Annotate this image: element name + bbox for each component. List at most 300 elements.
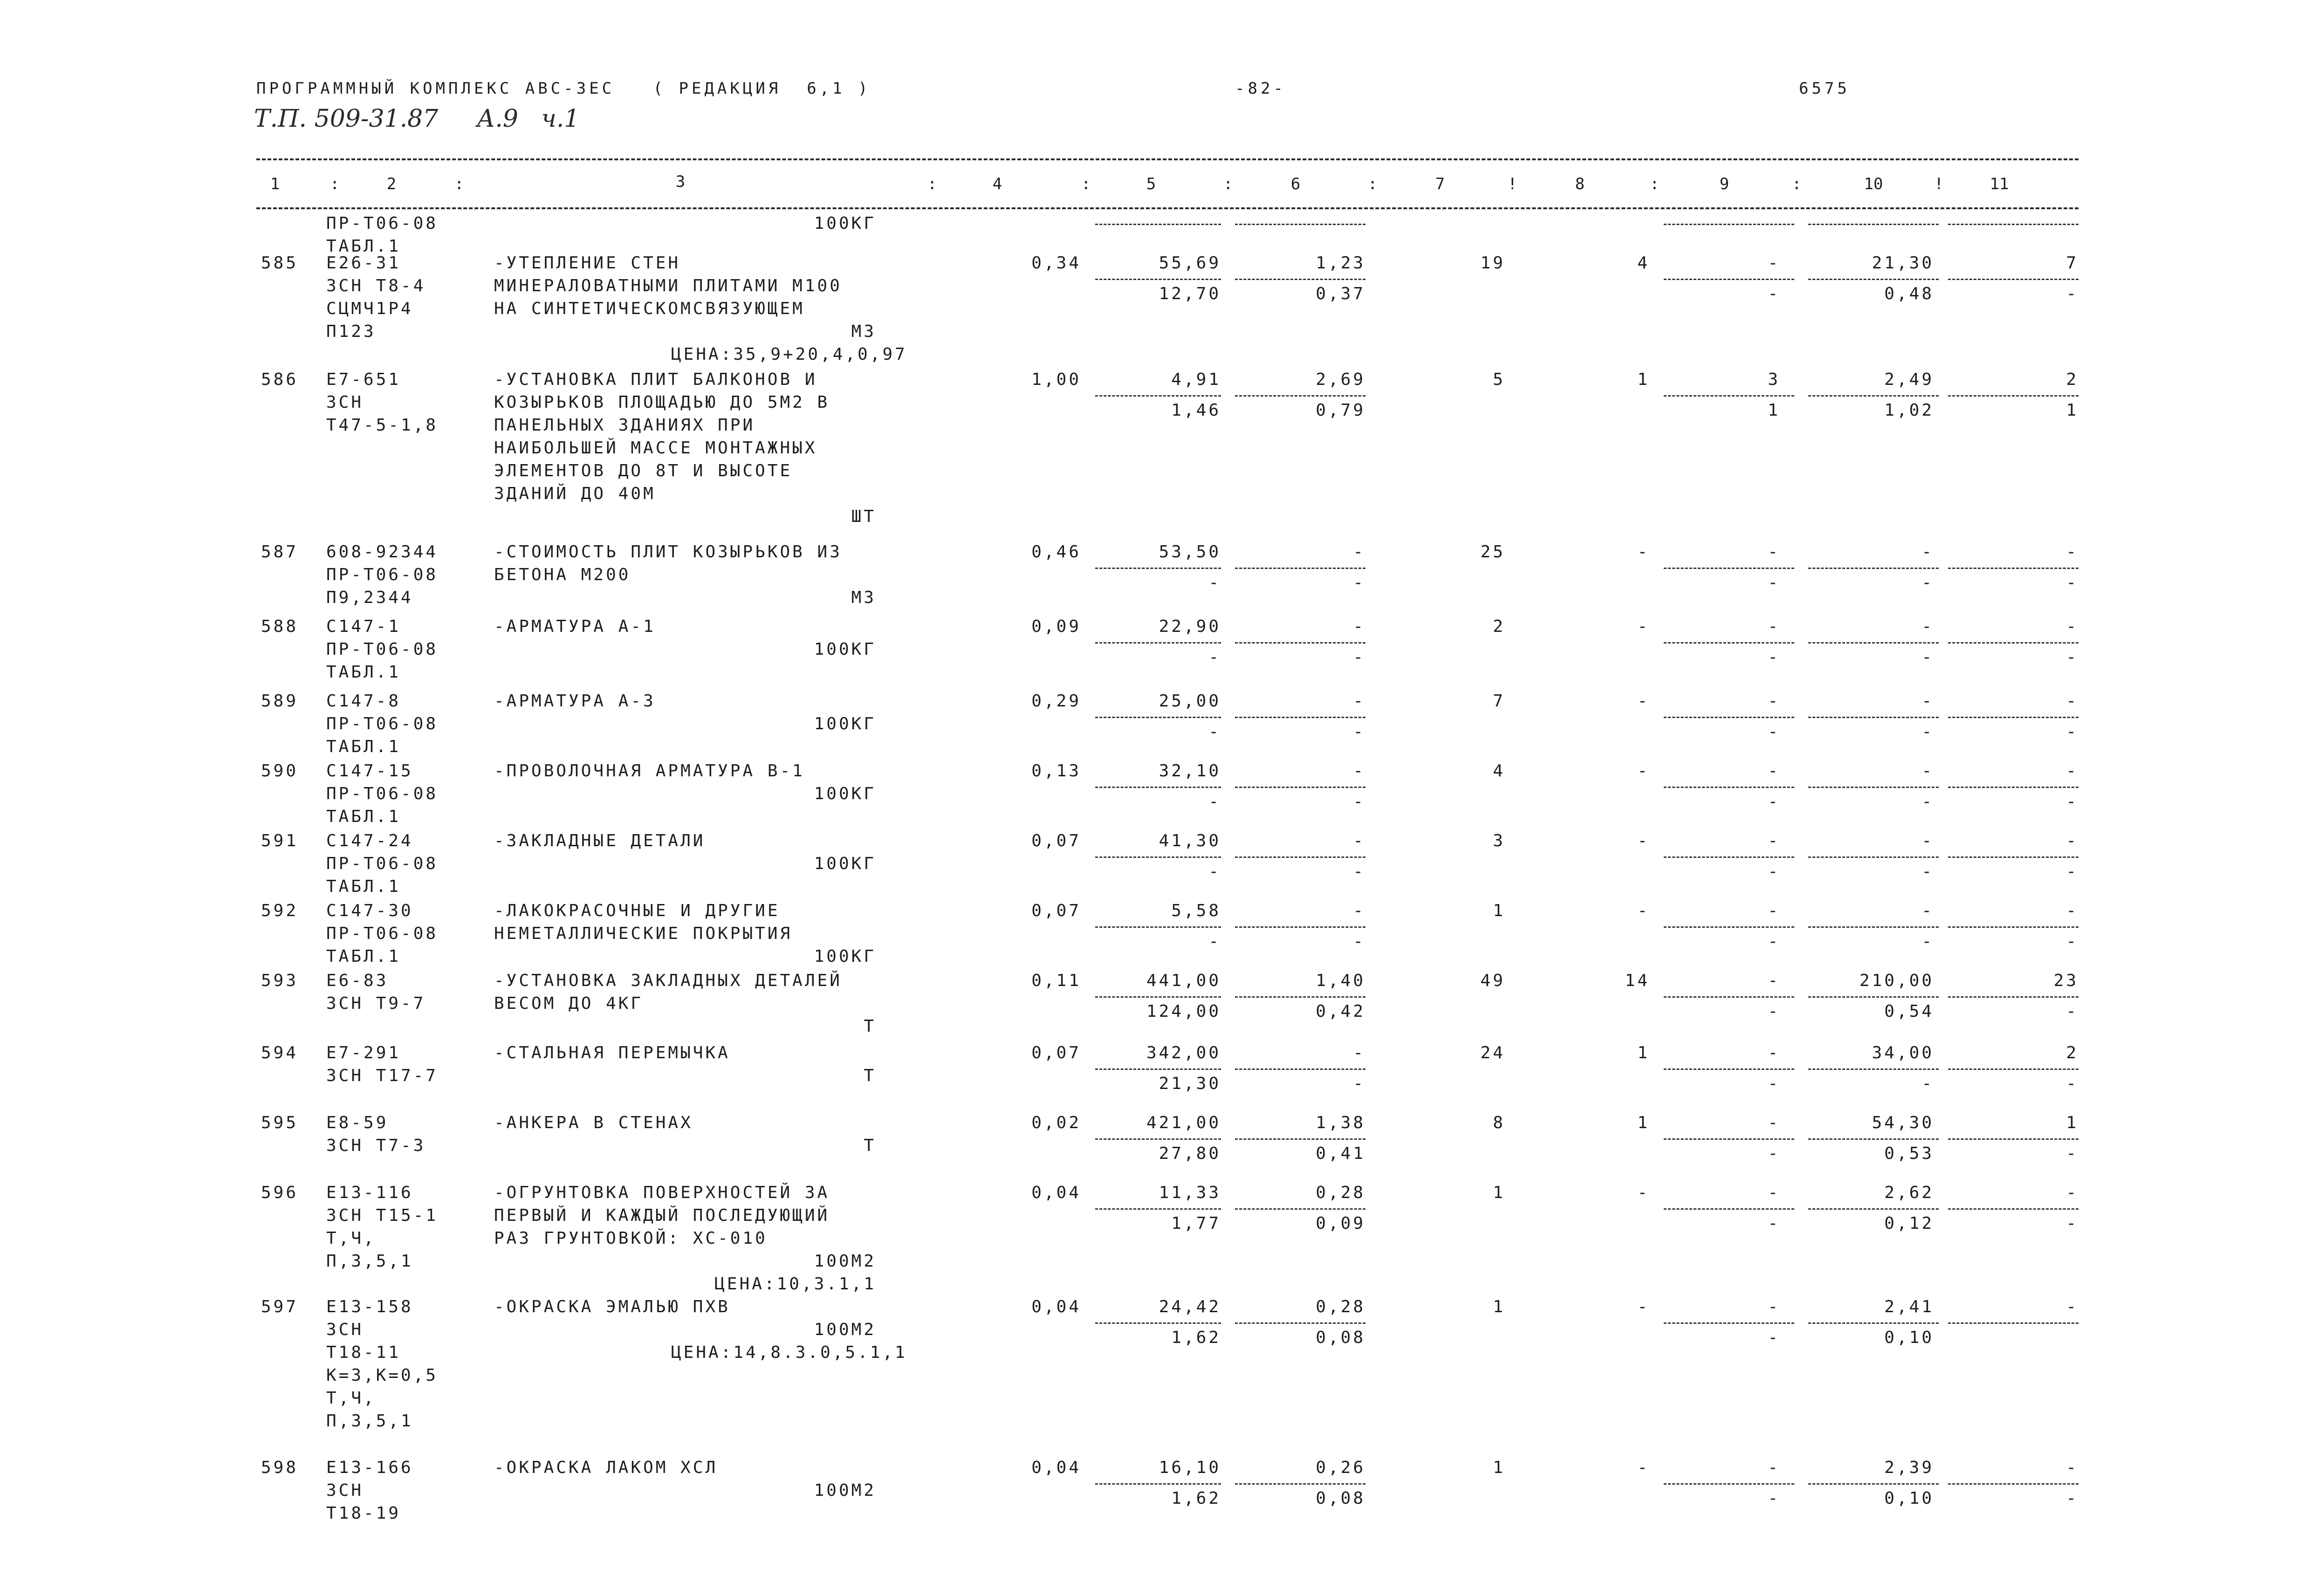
labour-value-secondary: -: [1921, 932, 1934, 951]
cost-value-secondary: 1,62: [1171, 1489, 1221, 1508]
labour-total-secondary: -: [2066, 792, 2079, 811]
quantity-value: 0,04: [1031, 1297, 1081, 1316]
machine-value: -: [1768, 831, 1780, 850]
labour-total-value: -: [2066, 1183, 2079, 1202]
code-line: ТАБЛ.1: [326, 237, 401, 256]
cell-divider: [1948, 642, 2079, 644]
cell-divider: [1948, 224, 2079, 225]
total-wage-value: 1: [1637, 370, 1650, 389]
code-line: Е13-158: [326, 1297, 413, 1316]
total-wage-value: -: [1637, 692, 1650, 711]
labour-value: -: [1921, 761, 1934, 781]
machine-value-secondary: -: [1768, 862, 1780, 881]
cell-divider: [1235, 856, 1365, 858]
table-top-rule: [256, 158, 2079, 160]
cell-divider: [1948, 279, 2079, 280]
column-separator: :: [330, 175, 340, 193]
machine-value-secondary: 1: [1768, 401, 1780, 420]
wage-value-secondary: -: [1353, 1074, 1365, 1093]
cost-value-secondary: -: [1208, 573, 1221, 592]
wage-value-secondary: 0,37: [1316, 284, 1365, 303]
total-value: 8: [1493, 1113, 1505, 1132]
wage-value-secondary: 0,79: [1316, 401, 1365, 420]
wage-value: 1,38: [1316, 1113, 1365, 1132]
wage-value: -: [1353, 692, 1365, 711]
code-line: ПР-Т06-08: [326, 565, 439, 584]
column-separator: :: [1792, 175, 1802, 193]
machine-value: -: [1768, 761, 1780, 781]
cost-value: 342,00: [1146, 1043, 1221, 1062]
cell-divider: [1808, 856, 1939, 858]
labour-value: 21,30: [1872, 253, 1934, 273]
labour-value: 2,41: [1884, 1297, 1934, 1316]
cost-value-secondary: 124,00: [1146, 1002, 1221, 1021]
labour-total-value: -: [2066, 1297, 2079, 1316]
code-line: Т18-19: [326, 1504, 401, 1523]
machine-value: -: [1768, 1297, 1780, 1316]
labour-total-secondary: -: [2066, 1489, 2079, 1508]
labour-value-secondary: 1,02: [1884, 401, 1934, 420]
code-line: ПР-Т06-08: [326, 214, 439, 233]
work-name-line: БЕТОНА М200: [494, 565, 631, 584]
cost-value-secondary: 21,30: [1159, 1074, 1221, 1093]
cost-value-secondary: -: [1208, 862, 1221, 881]
labour-total-secondary: -: [2066, 1214, 2079, 1233]
cell-divider: [1235, 787, 1365, 788]
column-separator: :: [454, 175, 464, 193]
total-value: 5: [1493, 370, 1505, 389]
code-line: С147-8: [326, 692, 401, 711]
cell-divider: [1948, 996, 2079, 998]
machine-value: -: [1768, 253, 1780, 273]
cell-divider: [1235, 1138, 1365, 1140]
wage-value: -: [1353, 901, 1365, 920]
cell-divider: [1948, 1208, 2079, 1210]
total-value: 1: [1493, 901, 1505, 920]
labour-total-secondary: -: [2066, 284, 2079, 303]
position-number: 597: [261, 1297, 299, 1316]
page-number: -82-: [1235, 79, 1286, 98]
unit-of-measure: Т: [864, 1136, 876, 1155]
cell-divider: [1808, 224, 1939, 225]
quantity-value: 0,09: [1031, 617, 1081, 636]
cell-divider: [1095, 395, 1221, 397]
cell-divider: [1948, 787, 2079, 788]
code-line: Т18-11: [326, 1343, 401, 1362]
cost-value-secondary: 12,70: [1159, 284, 1221, 303]
labour-value-secondary: 0,10: [1884, 1489, 1934, 1508]
total-value: 49: [1480, 971, 1505, 990]
code-line: П,3,5,1: [326, 1252, 413, 1271]
cell-divider: [1808, 787, 1939, 788]
work-name-line: ВЕСОМ ДО 4КГ: [494, 994, 644, 1013]
machine-value: -: [1768, 617, 1780, 636]
column-number: 10: [1864, 175, 1883, 193]
code-line: Т,Ч,: [326, 1229, 376, 1248]
code-line: ТАБЛ.1: [326, 737, 401, 756]
machine-value-secondary: -: [1768, 932, 1780, 951]
labour-value-secondary: -: [1921, 1074, 1934, 1093]
column-number: 8: [1575, 175, 1585, 193]
cell-divider: [1948, 1322, 2079, 1324]
cell-divider: [1948, 568, 2079, 569]
wage-value-secondary: 0,08: [1316, 1489, 1365, 1508]
code-line: ЗСН Т9-7: [326, 994, 426, 1013]
cell-divider: [1948, 1069, 2079, 1070]
cell-divider: [1235, 1483, 1365, 1485]
wage-value-secondary: 0,42: [1316, 1002, 1365, 1021]
total-wage-value: 4: [1637, 253, 1650, 273]
labour-total-value: 1: [2066, 1113, 2079, 1132]
cell-divider: [1095, 1069, 1221, 1070]
cell-divider: [1808, 1483, 1939, 1485]
labour-total-value: -: [2066, 617, 2079, 636]
labour-total-value: 7: [2066, 253, 2079, 273]
work-name-line: -ПРОВОЛОЧНАЯ АРМАТУРА В-1: [494, 761, 805, 781]
work-name-line: -СТОИМОСТЬ ПЛИТ КОЗЫРЬКОВ ИЗ: [494, 542, 842, 562]
machine-value: 3: [1768, 370, 1780, 389]
machine-value: -: [1768, 971, 1780, 990]
column-separator: :: [927, 175, 937, 193]
cell-divider: [1664, 856, 1794, 858]
labour-total-secondary: -: [2066, 573, 2079, 592]
code-line: С147-1: [326, 617, 401, 636]
labour-value-secondary: 0,48: [1884, 284, 1934, 303]
cell-divider: [1664, 1069, 1794, 1070]
machine-value-secondary: -: [1768, 722, 1780, 741]
cell-divider: [1235, 717, 1365, 718]
unit-of-measure: 100М2: [814, 1481, 876, 1500]
work-name-line: -СТАЛЬНАЯ ПЕРЕМЫЧКА: [494, 1043, 730, 1062]
cell-divider: [1808, 642, 1939, 644]
labour-value: -: [1921, 901, 1934, 920]
total-wage-value: -: [1637, 831, 1650, 850]
table-header-rule: [256, 207, 2079, 209]
total-value: 7: [1493, 692, 1505, 711]
cell-divider: [1948, 395, 2079, 397]
column-number: 2: [386, 175, 397, 193]
cell-divider: [1664, 1483, 1794, 1485]
cell-divider: [1808, 1138, 1939, 1140]
labour-value: 210,00: [1859, 971, 1934, 990]
position-number: 598: [261, 1458, 299, 1477]
labour-value-secondary: -: [1921, 722, 1934, 741]
cell-divider: [1664, 642, 1794, 644]
labour-total-value: -: [2066, 761, 2079, 781]
code-line: Е13-166: [326, 1458, 413, 1477]
wage-value-secondary: 0,08: [1316, 1328, 1365, 1347]
position-number: 595: [261, 1113, 299, 1132]
quantity-value: 0,07: [1031, 1043, 1081, 1062]
column-number: 3: [675, 172, 686, 191]
position-number: 590: [261, 761, 299, 781]
labour-value-secondary: 0,54: [1884, 1002, 1934, 1021]
unit-of-measure: 100КГ: [814, 854, 876, 873]
cell-divider: [1095, 856, 1221, 858]
machine-value-secondary: -: [1768, 1144, 1780, 1163]
labour-total-secondary: -: [2066, 1002, 2079, 1021]
total-wage-value: -: [1637, 1458, 1650, 1477]
cell-divider: [1235, 224, 1365, 225]
wage-value-secondary: -: [1353, 722, 1365, 741]
labour-value: 54,30: [1872, 1113, 1934, 1132]
cell-divider: [1235, 1208, 1365, 1210]
cell-divider: [1095, 568, 1221, 569]
cost-value-secondary: 1,46: [1171, 401, 1221, 420]
labour-total-secondary: -: [2066, 1144, 2079, 1163]
position-number: 588: [261, 617, 299, 636]
cell-divider: [1948, 1138, 2079, 1140]
labour-total-value: 23: [2053, 971, 2079, 990]
unit-of-measure: 100КГ: [814, 214, 876, 233]
work-name-line: -ОКРАСКА ЭМАЛЬЮ ПХВ: [494, 1297, 730, 1316]
cell-divider: [1664, 1208, 1794, 1210]
cell-divider: [1948, 856, 2079, 858]
total-wage-value: -: [1637, 761, 1650, 781]
code-line: ЗСН: [326, 393, 364, 412]
cost-value-secondary: -: [1208, 932, 1221, 951]
code-line: С147-15: [326, 761, 413, 781]
wage-value: 1,40: [1316, 971, 1365, 990]
cell-divider: [1808, 717, 1939, 718]
labour-total-value: 2: [2066, 1043, 2079, 1062]
code-line: ТАБЛ.1: [326, 663, 401, 682]
cost-value: 55,69: [1159, 253, 1221, 273]
wage-value-secondary: -: [1353, 573, 1365, 592]
cost-value-secondary: 1,62: [1171, 1328, 1221, 1347]
cost-value-secondary: 27,80: [1159, 1144, 1221, 1163]
cost-value-secondary: 1,77: [1171, 1214, 1221, 1233]
code-line: ТАБЛ.1: [326, 877, 401, 896]
wage-value-secondary: -: [1353, 648, 1365, 667]
machine-value-secondary: -: [1768, 1074, 1780, 1093]
total-value: 1: [1493, 1297, 1505, 1316]
quantity-value: 0,07: [1031, 901, 1081, 920]
total-wage-value: -: [1637, 901, 1650, 920]
cell-divider: [1664, 996, 1794, 998]
cost-value: 4,91: [1171, 370, 1221, 389]
cell-divider: [1235, 1322, 1365, 1324]
labour-total-value: 2: [2066, 370, 2079, 389]
work-name-line: -УТЕПЛЕНИЕ СТЕН: [494, 253, 681, 273]
work-name-line: -АНКЕРА В СТЕНАХ: [494, 1113, 693, 1132]
total-value: 1: [1493, 1458, 1505, 1477]
work-name-line: НАИБОЛЬШЕЙ МАССЕ МОНТАЖНЫХ: [494, 438, 817, 458]
cell-divider: [1664, 926, 1794, 928]
price-note: ЦЕНА:14,8.3.0,5.1,1: [671, 1343, 907, 1362]
quantity-value: 0,07: [1031, 831, 1081, 850]
code-line: ЗСН Т15-1: [326, 1206, 439, 1225]
labour-total-value: -: [2066, 692, 2079, 711]
labour-total-secondary: -: [2066, 862, 2079, 881]
total-value: 19: [1480, 253, 1505, 273]
wage-value-secondary: 0,09: [1316, 1214, 1365, 1233]
column-number: 6: [1290, 175, 1301, 193]
position-number: 593: [261, 971, 299, 990]
cell-divider: [1235, 395, 1365, 397]
code-line: П,3,5,1: [326, 1411, 413, 1431]
machine-value: -: [1768, 1458, 1780, 1477]
wage-value-secondary: -: [1353, 862, 1365, 881]
total-value: 25: [1480, 542, 1505, 562]
work-name-line: -АРМАТУРА А-1: [494, 617, 656, 636]
cell-divider: [1808, 926, 1939, 928]
labour-value: 2,49: [1884, 370, 1934, 389]
unit-of-measure: ШТ: [851, 507, 876, 526]
work-name-line: НЕМЕТАЛЛИЧЕСКИЕ ПОКРЫТИЯ: [494, 924, 793, 943]
work-name-line: -УСТАНОВКА ЗАКЛАДНЫХ ДЕТАЛЕЙ: [494, 971, 842, 990]
price-note: ЦЕНА:35,9+20,4,0,97: [671, 345, 907, 364]
document-code: 6575: [1799, 79, 1850, 98]
position-number: 596: [261, 1183, 299, 1202]
labour-total-secondary: 1: [2066, 401, 2079, 420]
quantity-value: 0,02: [1031, 1113, 1081, 1132]
machine-value: -: [1768, 692, 1780, 711]
cell-divider: [1095, 787, 1221, 788]
code-line: ЗСН: [326, 1481, 364, 1500]
cell-divider: [1664, 787, 1794, 788]
code-line: ПР-Т06-08: [326, 854, 439, 873]
cell-divider: [1808, 395, 1939, 397]
cost-value: 16,10: [1159, 1458, 1221, 1477]
labour-value: -: [1921, 617, 1934, 636]
code-line: 608-92344: [326, 542, 439, 562]
quantity-value: 0,46: [1031, 542, 1081, 562]
column-separator: :: [1368, 175, 1378, 193]
machine-value: -: [1768, 1113, 1780, 1132]
cost-value: 25,00: [1159, 692, 1221, 711]
cell-divider: [1664, 1322, 1794, 1324]
labour-total-secondary: -: [2066, 722, 2079, 741]
machine-value: -: [1768, 542, 1780, 562]
quantity-value: 0,04: [1031, 1458, 1081, 1477]
cell-divider: [1095, 1322, 1221, 1324]
labour-value-secondary: -: [1921, 862, 1934, 881]
code-line: ТАБЛ.1: [326, 807, 401, 826]
work-name-line: -ЗАКЛАДНЫЕ ДЕТАЛИ: [494, 831, 706, 850]
wage-value: 0,26: [1316, 1458, 1365, 1477]
unit-of-measure: Т: [864, 1066, 876, 1085]
unit-of-measure: М3: [851, 588, 876, 607]
cell-divider: [1808, 996, 1939, 998]
cell-divider: [1235, 926, 1365, 928]
code-line: Е13-116: [326, 1183, 413, 1202]
position-number: 594: [261, 1043, 299, 1062]
code-line: С147-30: [326, 901, 413, 920]
wage-value: -: [1353, 831, 1365, 850]
cell-divider: [1095, 926, 1221, 928]
code-line: ЗСН: [326, 1320, 364, 1339]
total-value: 1: [1493, 1183, 1505, 1202]
cell-divider: [1948, 717, 2079, 718]
cell-divider: [1095, 279, 1221, 280]
code-line: Т47-5-1,8: [326, 416, 439, 435]
cell-divider: [1808, 1322, 1939, 1324]
cell-divider: [1095, 1208, 1221, 1210]
work-name-line: -УСТАНОВКА ПЛИТ БАЛКОНОВ И: [494, 370, 817, 389]
column-number: 11: [1990, 175, 2009, 193]
quantity-value: 0,11: [1031, 971, 1081, 990]
quantity-value: 0,29: [1031, 692, 1081, 711]
cell-divider: [1664, 224, 1794, 225]
machine-value: -: [1768, 1043, 1780, 1062]
cell-divider: [1808, 1069, 1939, 1070]
machine-value-secondary: -: [1768, 1214, 1780, 1233]
work-name-line: -ОКРАСКА ЛАКОМ ХСЛ: [494, 1458, 718, 1477]
work-name-line: ЭЛЕМЕНТОВ ДО 8Т И ВЫСОТЕ: [494, 461, 793, 480]
quantity-value: 0,34: [1031, 253, 1081, 273]
code-line: ТАБЛ.1: [326, 947, 401, 966]
wage-value: 2,69: [1316, 370, 1365, 389]
code-line: Е26-31: [326, 253, 401, 273]
machine-value-secondary: -: [1768, 792, 1780, 811]
cell-divider: [1235, 996, 1365, 998]
position-number: 585: [261, 253, 299, 273]
cell-divider: [1664, 1138, 1794, 1140]
total-wage-value: -: [1637, 542, 1650, 562]
labour-value-secondary: 0,10: [1884, 1328, 1934, 1347]
wage-value-secondary: -: [1353, 932, 1365, 951]
total-value: 2: [1493, 617, 1505, 636]
position-number: 589: [261, 692, 299, 711]
cell-divider: [1095, 1483, 1221, 1485]
cell-divider: [1664, 279, 1794, 280]
labour-total-value: -: [2066, 901, 2079, 920]
wage-value: 1,23: [1316, 253, 1365, 273]
unit-of-measure: 100КГ: [814, 640, 876, 659]
quantity-value: 1,00: [1031, 370, 1081, 389]
code-line: Е7-651: [326, 370, 401, 389]
wage-value: 0,28: [1316, 1297, 1365, 1316]
column-separator: !: [1934, 175, 1944, 193]
unit-of-measure: 100М2: [814, 1252, 876, 1271]
code-line: ЗСН Т17-7: [326, 1066, 439, 1085]
cost-value: 41,30: [1159, 831, 1221, 850]
work-name-line: -ОГРУНТОВКА ПОВЕРХНОСТЕЙ ЗА: [494, 1183, 830, 1202]
cell-divider: [1095, 1138, 1221, 1140]
total-wage-value: -: [1637, 1183, 1650, 1202]
machine-value-secondary: -: [1768, 284, 1780, 303]
position-number: 586: [261, 370, 299, 389]
unit-of-measure: 100КГ: [814, 784, 876, 803]
code-line: С147-24: [326, 831, 413, 850]
cost-value: 22,90: [1159, 617, 1221, 636]
labour-value: -: [1921, 692, 1934, 711]
total-value: 3: [1493, 831, 1505, 850]
work-name-line: ЗДАНИЙ ДО 40М: [494, 484, 656, 503]
labour-total-secondary: -: [2066, 932, 2079, 951]
cost-value: 5,58: [1171, 901, 1221, 920]
cell-divider: [1235, 568, 1365, 569]
column-separator: :: [1081, 175, 1091, 193]
wage-value-secondary: -: [1353, 792, 1365, 811]
labour-value: -: [1921, 542, 1934, 562]
cell-divider: [1808, 279, 1939, 280]
cost-value-secondary: -: [1208, 792, 1221, 811]
labour-value: 2,39: [1884, 1458, 1934, 1477]
cost-value-secondary: -: [1208, 722, 1221, 741]
position-number: 591: [261, 831, 299, 850]
labour-total-secondary: -: [2066, 648, 2079, 667]
total-value: 4: [1493, 761, 1505, 781]
cell-divider: [1948, 926, 2079, 928]
cell-divider: [1095, 717, 1221, 718]
work-name-line: ПЕРВЫЙ И КАЖДЫЙ ПОСЛЕДУЮЩИЙ: [494, 1206, 830, 1225]
cell-divider: [1095, 642, 1221, 644]
work-name-line: ПАНЕЛЬНЫХ ЗДАНИЯХ ПРИ: [494, 416, 755, 435]
program-header: ПРОГРАММНЫЙ КОМПЛЕКС АВС-ЗЕС ( РЕДАКЦИЯ 6,1 ): [256, 79, 871, 98]
column-number: 9: [1719, 175, 1729, 193]
